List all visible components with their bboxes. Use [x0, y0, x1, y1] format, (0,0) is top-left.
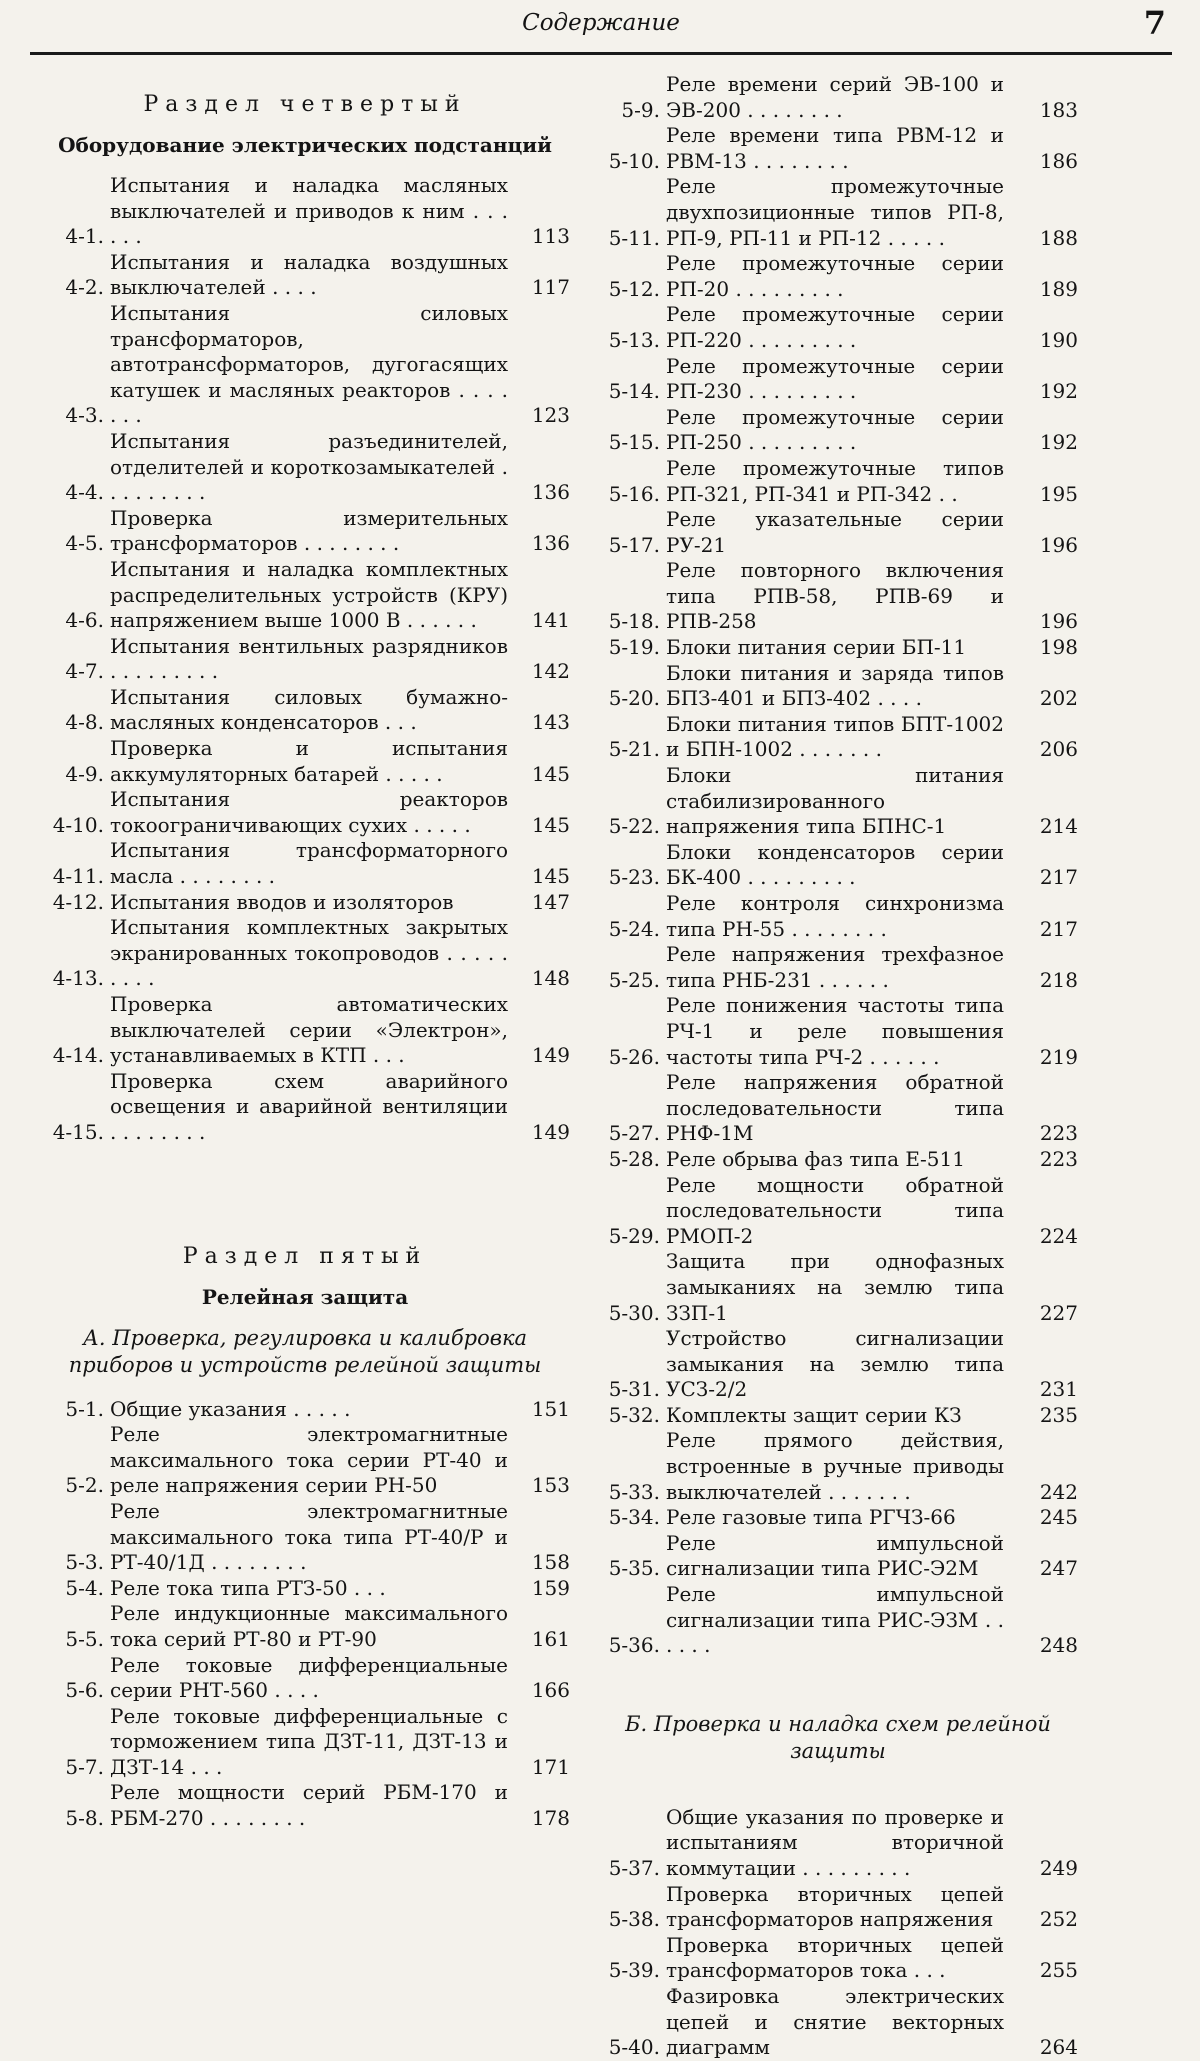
toc-entry-title: Общие указания . . . . . — [110, 1396, 351, 1421]
toc-entry-page: 223 — [1039, 1121, 1078, 1146]
toc-entry-page: 123 — [531, 403, 570, 428]
toc-entry-title: Испытания разъединителей, отделителей и короткозамыкателей . . . . . . . . . — [110, 428, 508, 505]
toc-entry — [40, 301, 570, 429]
toc-entry-title: Реле промежуточные серии РП-230 . . . . . . . . . — [666, 353, 1004, 404]
toc-entry-title: Реле напряжения трехфазное типа РНБ-231 . . . . . . — [666, 942, 1004, 992]
toc-entry-page: 223 — [1039, 1146, 1078, 1171]
toc-entry — [598, 763, 1078, 840]
toc-entry-title: Испытания трансформаторного масла . . . . . . . . — [110, 838, 508, 889]
toc-entry-page: 231 — [1039, 1377, 1078, 1402]
toc-entry-number: 5-37. — [608, 1856, 660, 1880]
toc-entry-page: 214 — [1039, 814, 1078, 839]
toc-entry-number: 5-4. — [65, 1575, 104, 1600]
toc-entry — [598, 1933, 1078, 1984]
toc-entry — [598, 712, 1078, 763]
toc-entry — [598, 1984, 1078, 2061]
toc-entry — [40, 173, 570, 250]
toc-entry-title: Испытания реакторов токоограничивающих сухих . . . . . — [110, 787, 508, 837]
toc-entry — [40, 838, 570, 889]
toc-entry — [598, 993, 1078, 1070]
toc-entry-number: 5-22. — [608, 814, 660, 839]
toc-entry — [598, 405, 1078, 456]
toc-entry-page: 159 — [531, 1575, 570, 1600]
toc-entry-page: 217 — [1039, 865, 1078, 890]
toc-entry-number: 4-13. — [52, 966, 104, 991]
toc-entry-title: Блоки питания серии БП-11 — [666, 635, 967, 660]
toc-entry — [598, 635, 1078, 661]
toc-entry-title: Защита при однофазных замыканиях на землю типа ЗЗП-1 — [666, 1249, 1004, 1325]
toc-entry — [40, 250, 570, 301]
toc-entry — [40, 506, 570, 557]
toc-entry-page: 113 — [531, 224, 570, 249]
toc-entry-number: 5-1. — [65, 1396, 104, 1421]
toc-entry-page: 136 — [531, 531, 570, 556]
toc-entry — [40, 557, 570, 634]
toc-entry-title: Испытания и наладка воздушных выключателей . . . . — [110, 249, 508, 300]
toc-entry-number: 5-28. — [608, 1146, 660, 1171]
toc-entry-page: 264 — [1039, 2035, 1078, 2060]
toc-entry-page: 153 — [531, 1473, 570, 1498]
subsection-a-entries-cont — [598, 72, 1078, 1659]
subsection-a-title: А. Проверка, регулировка и калибровка приборов и устройств релейной защиты — [68, 1325, 542, 1377]
toc-entry-title: Реле токовые дифференциальные серии РНТ-560 . . . . — [110, 1652, 508, 1703]
toc-entry-title: Проверка автоматических выключателей серии «Электрон», устанавливаемых в КТП . . . — [110, 992, 508, 1068]
toc-entry — [598, 1403, 1078, 1429]
toc-entry-title: Реле промежуточные типов РП-321, РП-341 и РП-342 . . — [666, 455, 1004, 506]
toc-entry-number: 4-2. — [65, 275, 104, 300]
toc-entry-title: Реле времени типа РВМ-12 и РВМ-13 . . . . . . . . — [666, 123, 1004, 173]
toc-entry-page: 196 — [1039, 532, 1078, 557]
toc-entry-title: Реле прямого действия, встроенные в ручные приводы выключателей . . . . . . . — [666, 1428, 1004, 1504]
toc-entry-number: 5-17. — [608, 532, 660, 557]
toc-entry-title: Испытания и наладка масляных выключателей и приводов к ним . . . . . . — [110, 173, 508, 249]
toc-entry-page: 245 — [1039, 1505, 1078, 1530]
toc-entry-number: 4-4. — [65, 480, 104, 505]
toc-entry — [598, 1582, 1078, 1659]
toc-entry — [40, 1499, 570, 1576]
toc-entry-page: 252 — [1039, 1907, 1078, 1932]
toc-entry-title: Блоки питания стабилизированного напряжения типа БПНС-1 — [666, 763, 1004, 839]
toc-entry — [598, 840, 1078, 891]
toc-entry-number: 5-33. — [608, 1479, 660, 1504]
toc-entry — [40, 1601, 570, 1652]
toc-entry-number: 5-40. — [608, 2035, 660, 2060]
toc-entry-page: 151 — [531, 1396, 570, 1421]
toc-entry-number: 5-29. — [608, 1223, 660, 1248]
toc-entry-title: Блоки питания и заряда типов БПЗ-401 и БПЗ-402 . . . . — [666, 660, 1004, 711]
toc-entry-page: 206 — [1039, 737, 1078, 762]
toc-entry-number: 4-12. — [52, 889, 104, 914]
toc-entry-page: 224 — [1039, 1223, 1078, 1248]
toc-entry-page: 192 — [1039, 379, 1078, 404]
toc-entry-page: 148 — [531, 966, 570, 991]
toc-entry — [598, 661, 1078, 712]
toc-entry-title: Реле импульсной сигнализации типа РИС-ЭЗМ . . . . . . — [666, 1582, 1004, 1658]
toc-entry-title: Проверка вторичных цепей трансформаторов тока . . . — [666, 1932, 1004, 1983]
toc-entry-title: Реле времени серий ЭВ-100 и ЭВ-200 . . . . . . . . — [666, 72, 1004, 122]
toc-entry-page: 217 — [1039, 916, 1078, 941]
toc-entry — [598, 174, 1078, 251]
toc-entry — [40, 1422, 570, 1499]
toc-entry-page: 190 — [1039, 327, 1078, 352]
toc-entry-number: 5-36. — [608, 1633, 660, 1658]
toc-entry-title: Реле указательные серии РУ-21 — [666, 507, 1004, 557]
toc-entry-number: 5-24. — [608, 916, 660, 941]
toc-entry-title: Проверка вторичных цепей трансформаторов напряжения — [666, 1881, 1004, 1932]
toc-entry-page: 198 — [1039, 635, 1078, 660]
toc-entry-page: 141 — [531, 608, 570, 633]
subsection-b-entries — [598, 1805, 1078, 2061]
toc-entry-page: 188 — [1039, 225, 1078, 250]
toc-entry-page: 145 — [531, 864, 570, 889]
toc-entry-title: Проверка схем аварийного освещения и аварийной вентиляции . . . . . . . . — [110, 1068, 508, 1144]
toc-entry — [598, 558, 1078, 635]
toc-entry-page: 136 — [531, 480, 570, 505]
toc-entry-page: 235 — [1039, 1402, 1078, 1427]
toc-entry-number: 5-18. — [608, 609, 660, 634]
toc-entry — [40, 890, 570, 916]
toc-entry-page: 142 — [531, 659, 570, 684]
toc-entry-page: 247 — [1039, 1556, 1078, 1581]
toc-entry-title: Реле промежуточные серии РП-220 . . . . . . . . . — [666, 302, 1004, 352]
toc-entry-page: 248 — [1039, 1633, 1078, 1658]
toc-entry-title: Фазировка электрических цепей и снятие векторных диаграмм — [666, 1983, 1004, 2060]
toc-entry-title: Испытания вентильных разрядников . . . . . . . . . — [110, 633, 508, 684]
toc-entry-title: Реле обрыва фаз типа Е-511 — [666, 1146, 965, 1171]
toc-entry-page: 196 — [1039, 609, 1078, 634]
toc-entry — [598, 1070, 1078, 1147]
toc-entry — [40, 787, 570, 838]
toc-entry-number: 4-11. — [52, 864, 104, 889]
toc-entry — [40, 992, 570, 1069]
toc-entry-number: 5-15. — [608, 430, 660, 455]
toc-entry-title: Блоки питания типов БПТ-1002 и БПН-1002 . . . . . . . — [666, 711, 1004, 762]
toc-entry-page: 186 — [1039, 148, 1078, 173]
left-column — [40, 72, 570, 1832]
toc-entry-page: 183 — [1039, 97, 1078, 122]
toc-entry-title: Проверка измерительных трансформаторов . . . . . . . . — [110, 505, 508, 556]
toc-entry-page: 242 — [1039, 1479, 1078, 1504]
toc-entry — [40, 1704, 570, 1781]
toc-entry-page: 166 — [531, 1678, 570, 1703]
toc-entry-number: 5-3. — [65, 1550, 104, 1575]
running-title: Содержание — [522, 10, 680, 36]
toc-entry-page: 149 — [531, 1043, 570, 1068]
toc-entry-page: 178 — [531, 1806, 570, 1831]
toc-entry-page: 145 — [531, 812, 570, 837]
toc-entry-title: Реле токовые дифференциальные с торможением типа ДЗТ-11, ДЗТ-13 и ДЗТ-14 . . . — [110, 1703, 508, 1779]
toc-entry — [598, 251, 1078, 302]
toc-entry — [40, 915, 570, 992]
toc-entry-page: 149 — [531, 1119, 570, 1144]
toc-entry-page: 192 — [1039, 430, 1078, 455]
section-5-title: Релейная защита — [201, 1284, 409, 1309]
section-5-entries — [40, 1397, 570, 1832]
toc-entry-number: 4-14. — [52, 1043, 104, 1068]
toc-entry-title: Реле повторного включения типа РПВ-58, РПВ-69 и РПВ-258 — [666, 558, 1004, 634]
toc-entry-page: 195 — [1039, 481, 1078, 506]
toc-entry-title: Испытания комплектных закрытых экранированных токопроводов . . . . . . . . . — [110, 915, 508, 991]
toc-entry — [598, 1531, 1078, 1582]
toc-entry-number: 5-38. — [608, 1907, 660, 1932]
toc-entry — [40, 685, 570, 736]
toc-entry — [598, 1428, 1078, 1505]
toc-entry-number: 5-21. — [608, 737, 660, 762]
toc-entry — [598, 1249, 1078, 1326]
toc-entry-number: 4-10. — [52, 812, 104, 837]
toc-entry — [40, 1397, 570, 1423]
toc-entry-page: 143 — [531, 710, 570, 735]
toc-entry-number: 5-32. — [608, 1402, 660, 1427]
toc-entry-number: 5-27. — [608, 1121, 660, 1146]
toc-entry — [598, 1147, 1078, 1173]
toc-entry-title: Реле мощности обратной последовательности типа РМОП-2 — [666, 1172, 1004, 1248]
toc-entry — [40, 1653, 570, 1704]
toc-entry-number: 5-23. — [608, 865, 660, 890]
toc-entry — [598, 1805, 1078, 1882]
toc-entry-number: 5-39. — [608, 1958, 660, 1983]
toc-entry-title: Реле мощности серий РБМ-170 и РБМ-270 . . . . . . . . — [110, 1780, 508, 1831]
toc-entry-page: 189 — [1039, 276, 1078, 301]
toc-entry-title: Реле понижения частоты типа РЧ-1 и реле повышения частоты типа РЧ-2 . . . . . . — [666, 993, 1004, 1069]
toc-entry — [598, 891, 1078, 942]
toc-entry-title: Испытания вводов и изоляторов — [110, 889, 454, 914]
toc-entry-title: Реле промежуточные серии РП-250 . . . . . . . . . — [666, 404, 1004, 455]
toc-entry-title: Реле промежуточные серии РП-20 . . . . . . . . . — [666, 251, 1004, 301]
toc-entry — [40, 736, 570, 787]
toc-entry-title: Блоки конденсаторов серии БК-400 . . . . . . . . . — [666, 839, 1004, 890]
toc-entry-number: 5-12. — [608, 276, 660, 301]
toc-entry-number: 4-6. — [65, 608, 104, 633]
toc-entry — [40, 1069, 570, 1146]
toc-entry-number: 5-11. — [608, 225, 660, 250]
toc-entry-number: 5-26. — [608, 1044, 660, 1069]
toc-entry-number: 4-15. — [52, 1119, 104, 1144]
toc-entry — [598, 72, 1078, 123]
toc-entry — [598, 1505, 1078, 1531]
section-4-heading: Раздел четвертый — [143, 92, 467, 117]
toc-entry-number: 5-19. — [608, 635, 660, 660]
toc-entry-number: 5-7. — [65, 1754, 104, 1779]
toc-entry-title: Реле индукционные максимального тока серий РТ-80 и РТ-90 — [110, 1601, 508, 1651]
toc-entry — [40, 429, 570, 506]
toc-entry-number: 5-35. — [608, 1556, 660, 1581]
toc-entry — [598, 1173, 1078, 1250]
toc-entry-number: 5-10. — [608, 148, 660, 173]
toc-entry — [598, 354, 1078, 405]
toc-entry-number: 5-25. — [608, 967, 660, 992]
toc-entry-title: Общие указания по проверке и испытаниям вторичной коммутации . . . . . . . . . — [666, 1804, 1004, 1880]
toc-entry — [40, 634, 570, 685]
toc-entry-page: 117 — [531, 275, 570, 300]
toc-entry-number: 5-16. — [608, 481, 660, 506]
toc-entry-number: 5-34. — [608, 1505, 660, 1530]
toc-entry — [598, 507, 1078, 558]
toc-entry-title: Испытания силовых трансформаторов, автотрансформаторов, дугогасящих катушек и масляных реакторов . . . . . . . — [110, 300, 508, 428]
section-5-heading: Раздел пятый — [182, 1243, 428, 1269]
toc-entry — [598, 1882, 1078, 1933]
toc-entry-number: 4-1. — [65, 224, 104, 249]
toc-entry-number: 5-5. — [65, 1626, 104, 1651]
toc-entry-title: Испытания силовых бумажно-масляных конденсаторов . . . — [110, 684, 508, 735]
page-number: 7 — [1143, 4, 1166, 42]
toc-entry-number: 4-3. — [65, 403, 104, 428]
toc-entry — [598, 123, 1078, 174]
toc-entry-title: Реле импульсной сигнализации типа РИС-Э2М — [666, 1530, 1004, 1581]
toc-entry-page: 218 — [1039, 967, 1078, 992]
toc-entry-number: 5-13. — [608, 327, 660, 352]
toc-entry-title: Реле контроля синхронизма типа РН-55 . . . . . . . . — [666, 891, 1004, 941]
toc-entry-number: 5-2. — [65, 1473, 104, 1498]
toc-entry-title: Проверка и испытания аккумуляторных батарей . . . . . — [110, 736, 508, 786]
toc-entry-title: Реле тока типа РТЗ-50 . . . — [110, 1575, 386, 1600]
toc-entry-page: 161 — [531, 1626, 570, 1651]
toc-entry-page: 145 — [531, 761, 570, 786]
toc-entry — [598, 456, 1078, 507]
toc-entry-title: Реле напряжения обратной последовательности типа РНФ-1М — [666, 1070, 1004, 1146]
toc-entry-title: Реле электромагнитные максимального тока типа РТ-40/Р и РТ-40/1Д . . . . . . . . — [110, 1498, 508, 1575]
toc-entry-number: 5-14. — [608, 379, 660, 404]
toc-entry-page: 202 — [1039, 686, 1078, 711]
toc-entry-number: 5-8. — [65, 1806, 104, 1831]
toc-entry-page: 219 — [1039, 1044, 1078, 1069]
toc-entry-title: Испытания и наладка комплектных распределительных устройств (КРУ) напряжением выше 1000 В . . . . . . — [110, 556, 508, 633]
toc-entry — [40, 1780, 570, 1831]
section-4-title: Оборудование электрических подстанций — [58, 133, 552, 157]
toc-entry-number: 5-30. — [608, 1300, 660, 1325]
right-column — [598, 72, 1078, 2061]
toc-entry-page: 249 — [1039, 1856, 1078, 1880]
toc-entry — [40, 1576, 570, 1602]
toc-entry-title: Реле газовые типа РГЧЗ-66 — [666, 1505, 956, 1530]
section-4-entries — [40, 173, 570, 1146]
toc-entry-page: 147 — [531, 889, 570, 914]
toc-entry-number: 4-9. — [65, 761, 104, 786]
toc-entry-page: 171 — [531, 1754, 570, 1779]
page-header — [30, 0, 1172, 55]
toc-entry-page: 255 — [1039, 1958, 1078, 1983]
toc-entry — [598, 942, 1078, 993]
toc-entry-number: 5-9. — [621, 97, 660, 122]
toc-entry-title: Комплекты защит серии КЗ — [666, 1402, 962, 1427]
subsection-b-title: Б. Проверка и наладка схем релейной защиты — [625, 1711, 1051, 1763]
toc-entry-number: 5-20. — [608, 686, 660, 711]
toc-entry-number: 4-7. — [65, 659, 104, 684]
toc-entry-number: 4-5. — [65, 531, 104, 556]
toc-entry-page: 227 — [1039, 1300, 1078, 1325]
toc-entry-title: Устройство сигнализации замыкания на землю типа УСЗ-2/2 — [666, 1326, 1004, 1402]
toc-entry-number: 4-8. — [65, 710, 104, 735]
toc-entry-number: 5-31. — [608, 1377, 660, 1402]
toc-entry — [598, 1326, 1078, 1403]
toc-entry-title: Реле промежуточные двухпозиционные типов РП-8, РП-9, РП-11 и РП-12 . . . . . — [666, 174, 1004, 250]
toc-entry-page: 158 — [531, 1550, 570, 1575]
toc-entry-number: 5-6. — [65, 1678, 104, 1703]
toc-entry — [598, 302, 1078, 353]
toc-entry-title: Реле электромагнитные максимального тока серии РТ-40 и реле напряжения серии РН-50 — [110, 1422, 508, 1498]
